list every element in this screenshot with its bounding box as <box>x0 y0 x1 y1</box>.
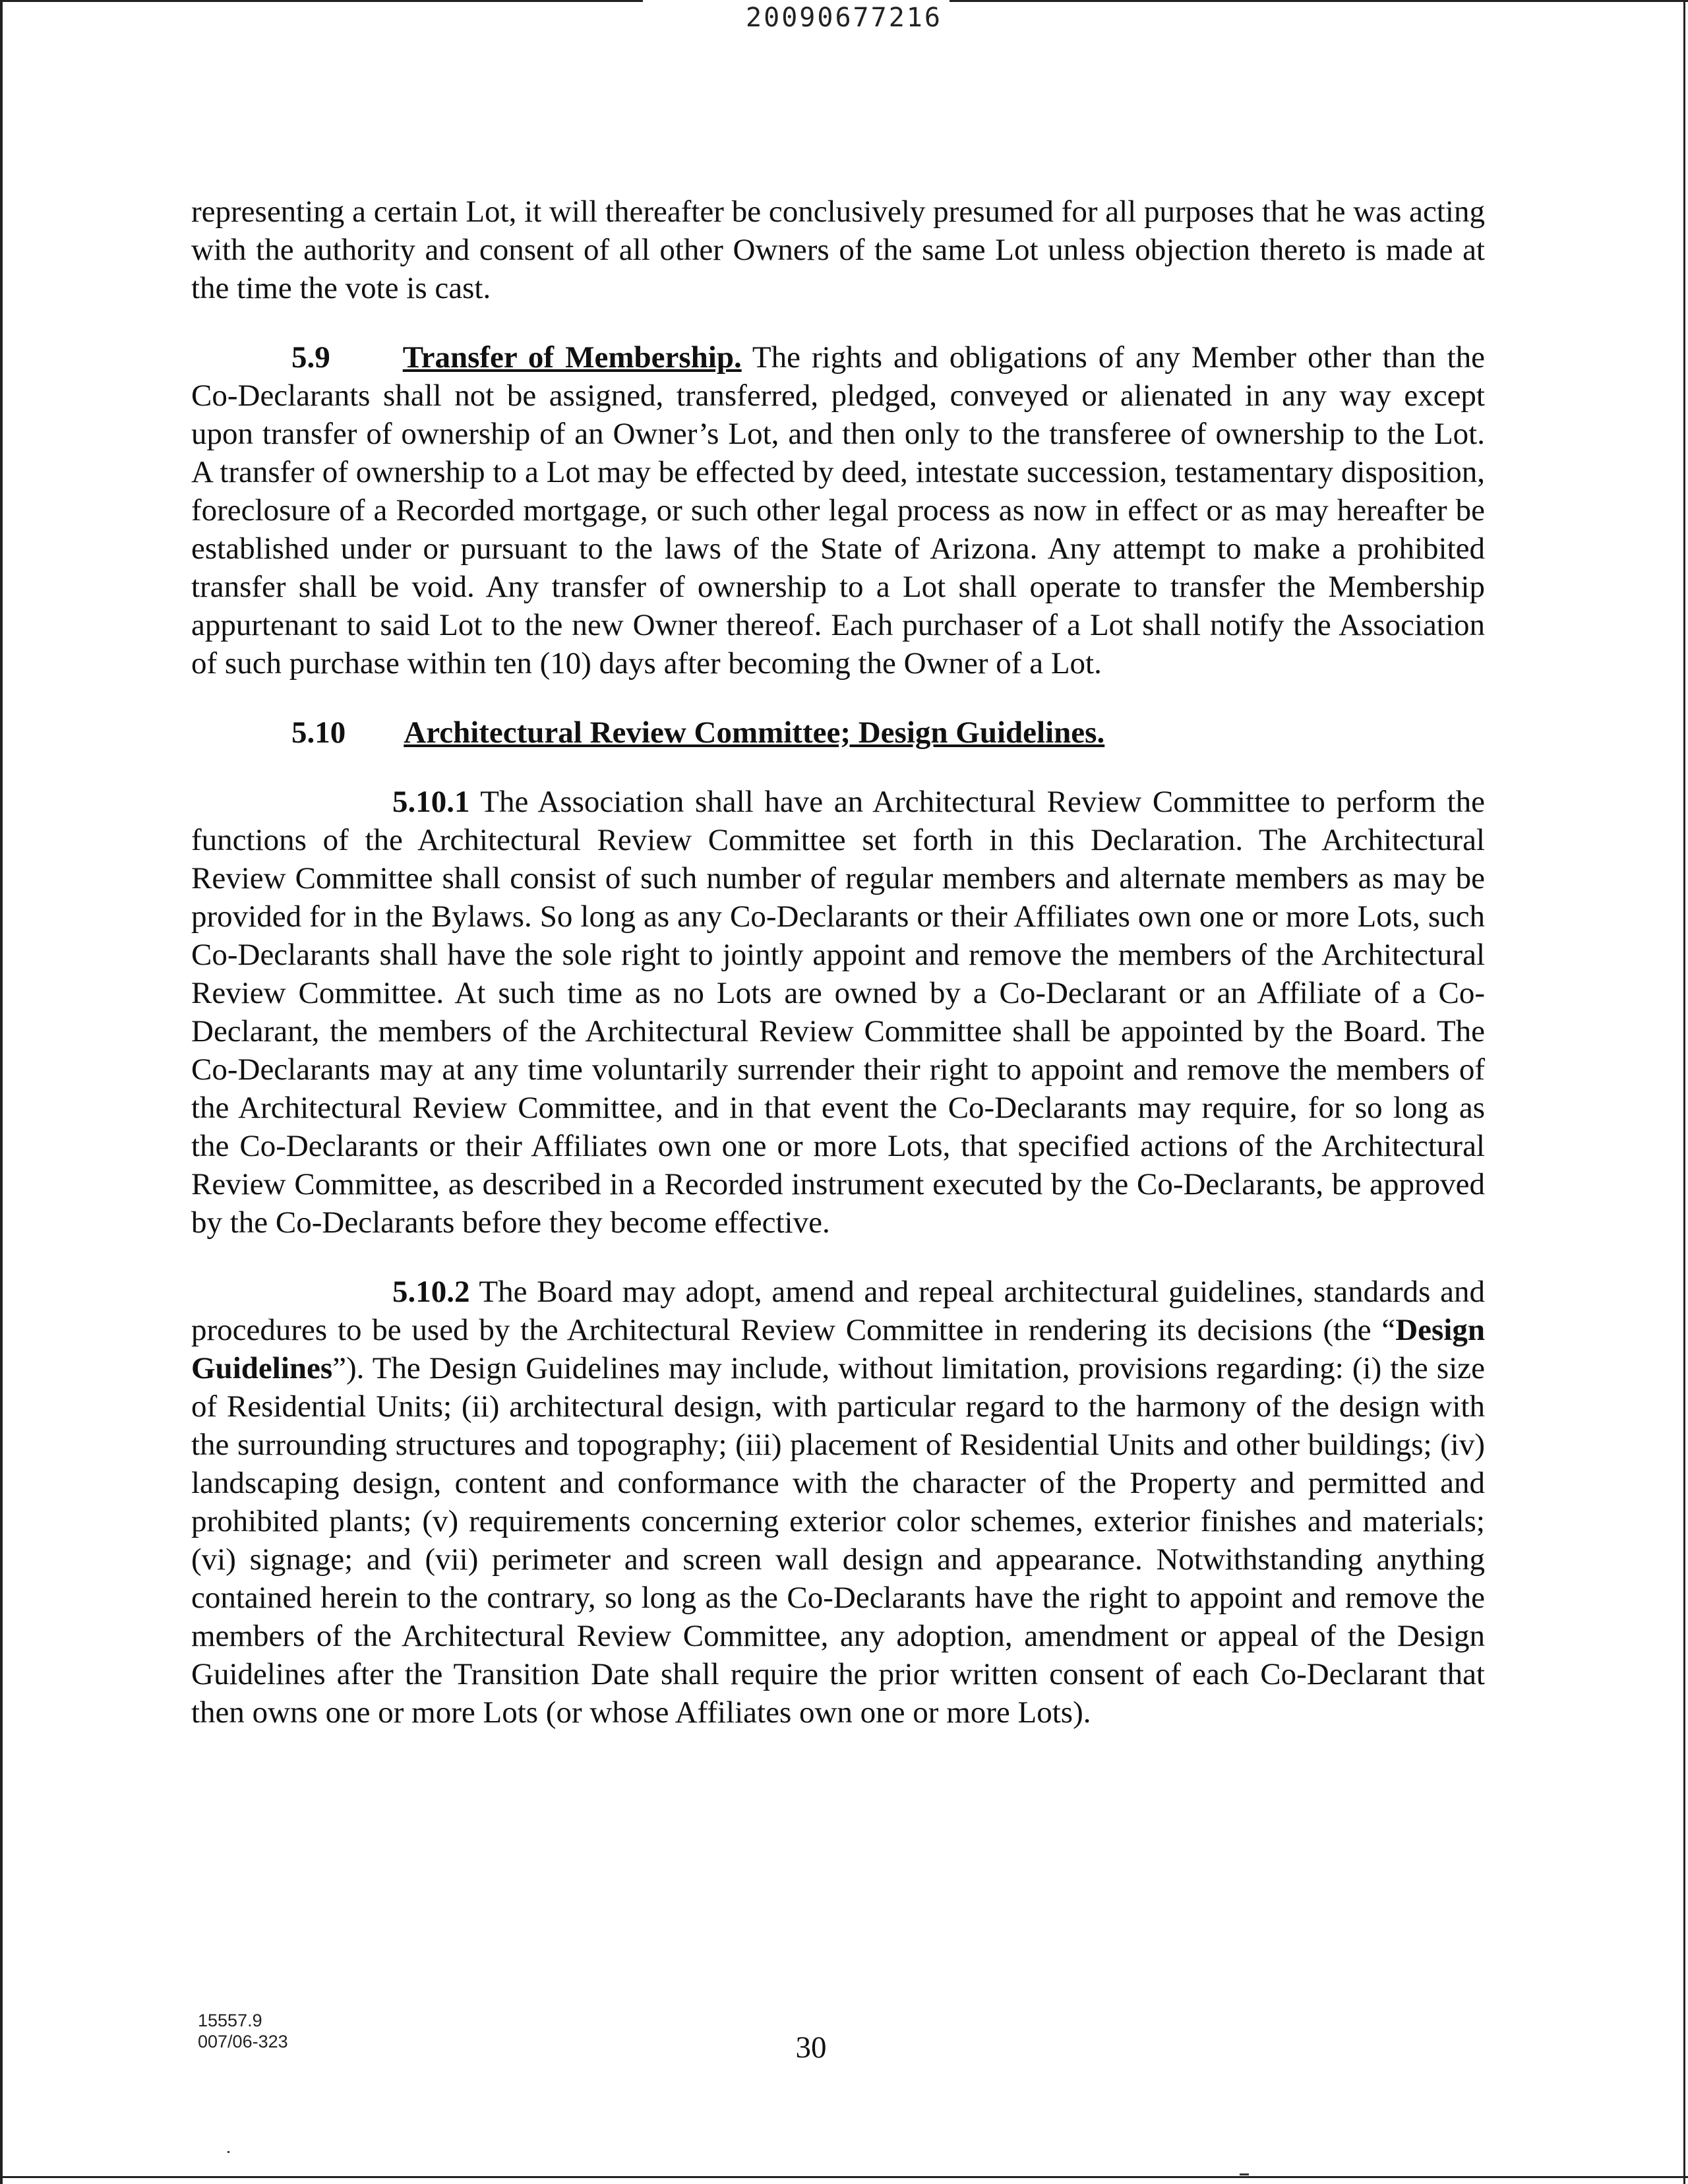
scan-speck <box>227 2151 229 2153</box>
page-border-right <box>1683 0 1685 2184</box>
page-border-top-right <box>950 0 1688 2</box>
section-5-10-1-number: 5.10.1 <box>392 785 470 819</box>
scan-speck <box>1240 2173 1249 2175</box>
section-5-9-text: The rights and obligations of any Member other than the Co-Declarants shall not be assigned, transferred, pledged, conveyed or alienated in any way except upon transfer of ownership of an Owner’s Lot, and then only to the transferee of ownership to the Lot. A transfer of ownership to a Lot may be effected by deed, intestate succession, testamentary disposition, foreclosure of a Recorded mortgage, or such other legal process as now in effect or as may hereafter be established under or pursuant to the laws of the State of Arizona. Any attempt to make a prohibited transfer shall be void. Any transfer of ownership to a Lot shall operate to transfer the Membership appurtenant to said Lot to the new Owner thereof. Each purchaser of a Lot shall notify the Association of such purchase within ten (10) days after becoming the Owner of a Lot. <box>191 340 1486 681</box>
document-number: 20090677216 <box>746 3 942 33</box>
page-border-bottom <box>0 2176 1688 2178</box>
section-5-9-number: 5.9 <box>291 340 330 375</box>
document-body <box>191 193 1485 1763</box>
design-guidelines-term: Design Guidelines <box>191 1313 1485 1385</box>
section-5-10-1-paragraph <box>191 783 1485 1242</box>
page-border-top-left <box>0 0 643 2</box>
footer-code-line-1: 15557.9 <box>198 2011 262 2030</box>
page-border-left <box>0 0 3 2184</box>
section-5-10-title: Architectural Review Committee; Design Guidelines. <box>404 715 1105 750</box>
section-5-10-number: 5.10 <box>291 715 346 750</box>
section-5-9-title: Transfer of Membership. <box>402 340 742 375</box>
section-5-10-2-text-b: ”). The Design Guidelines may include, without limitation, provisions regarding: (i) the size of Residential Units; (ii) architectural design, with particular regard to the harmony of the design with the surrounding structures and topography; (iii) placement of Residential Units and other buildings; (iv) landscaping design, content and conformance with the character of the Property and permitted and prohibited plants; (v) requirements concerning exterior color schemes, exterior finishes and materials; (vi) signage; and (vii) perimeter and screen wall design and appearance. Notwithstanding anything contained herein to the contrary, so long as the Co-Declarants have the right to appoint and remove the members of the Architectural Review Committee, any adoption, amendment or appeal of the Design Guidelines after the Transition Date shall require the prior written consent of each Co-Declarant that then owns one or more Lots (or whose Affiliates own one or more Lots). <box>191 1351 1485 1730</box>
page-number: 30 <box>795 2030 827 2065</box>
section-5-10-2-number: 5.10.2 <box>392 1275 470 1309</box>
continuation-paragraph: representing a certain Lot, it will thereafter be conclusively presumed for all purposes that he was acting with the authority and consent of all other Owners of the same Lot unless objection thereto is made at the time the vote is cast. <box>191 195 1485 305</box>
footer-code-line-2: 007/06-323 <box>198 2032 288 2051</box>
section-5-10-2-text-a: The Board may adopt, amend and repeal architectural guidelines, standards and procedures to be used by the Architectural Review Committee in rendering its decisions (the “ <box>191 1275 1485 1347</box>
section-5-10-2-paragraph <box>191 1273 1485 1732</box>
section-5-10-heading <box>191 713 1485 752</box>
section-5-10-1-text: The Association shall have an Architectural Review Committee to perform the functions of the Architectural Review Committee set forth in this Declaration. The Architectural Review Committee shall consist of such number of regular members and alternate members as may be provided for in the Bylaws. So long as any Co-Declarants or their Affiliates own one or more Lots, such Co-Declarants shall have the sole right to jointly appoint and remove the members of the Architectural Review Committee. At such time as no Lots are owned by a Co-Declarant or an Affiliate of a Co-Declarant, the members of the Architectural Review Committee shall be appointed by the Board. The Co-Declarants may at any time voluntarily surrender their right to appoint and remove the members of the Architectural Review Committee, and in that event the Co-Declarants may require, for so long as the Co-Declarants or their Affiliates own one or more Lots, that specified actions of the Architectural Review Committee, as described in a Recorded instrument executed by the Co-Declarants, be approved by the Co-Declarants before they become effective. <box>191 785 1485 1240</box>
section-5-9-paragraph <box>191 338 1485 682</box>
